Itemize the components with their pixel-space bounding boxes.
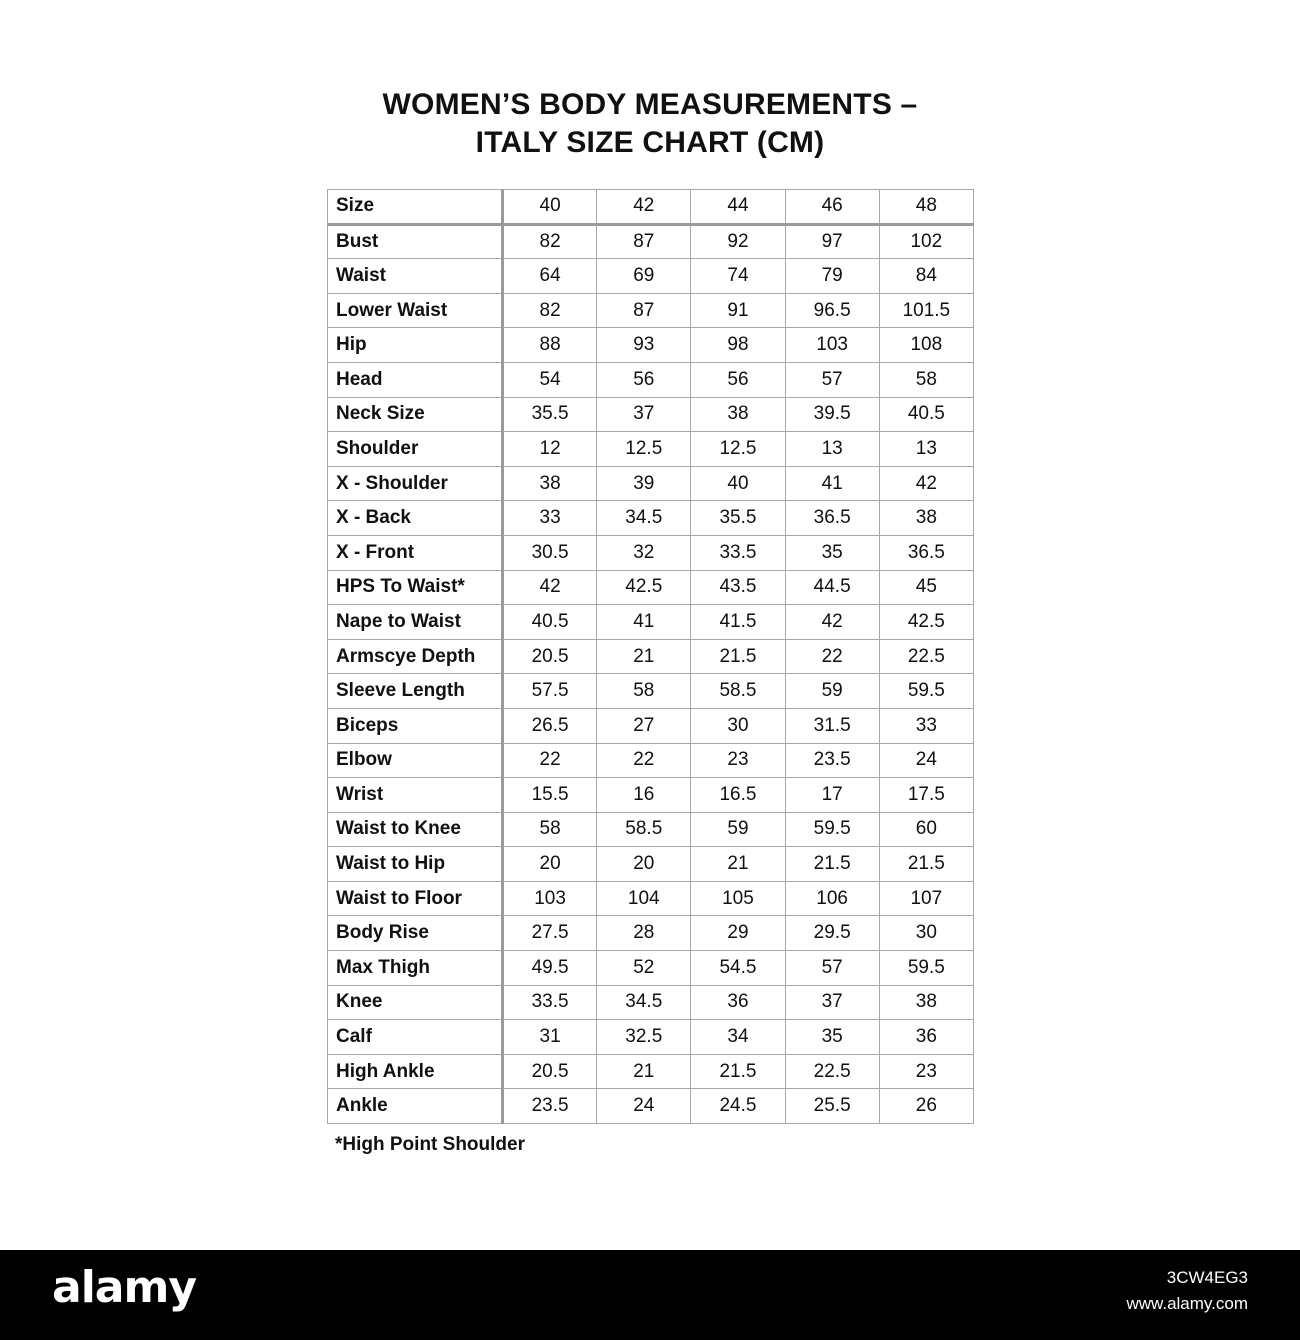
measurement-cell: 21.5 <box>879 847 973 882</box>
row-label: Lower Waist <box>328 293 503 328</box>
measurement-cell: 54.5 <box>691 951 785 986</box>
measurement-cell: 101.5 <box>879 293 973 328</box>
measurement-cell: 24.5 <box>691 1089 785 1124</box>
table-row <box>328 743 974 778</box>
measurement-cell: 22 <box>503 743 597 778</box>
table-row <box>328 1089 974 1124</box>
row-label: Waist to Hip <box>328 847 503 882</box>
measurement-cell: 103 <box>503 881 597 916</box>
row-label: Neck Size <box>328 397 503 432</box>
measurement-cell: 38 <box>691 397 785 432</box>
size-header: 46 <box>785 190 879 225</box>
row-label: Shoulder <box>328 432 503 467</box>
measurement-cell: 97 <box>785 224 879 259</box>
size-header: 48 <box>879 190 973 225</box>
table-row <box>328 293 974 328</box>
table-row <box>328 501 974 536</box>
measurement-cell: 35.5 <box>691 501 785 536</box>
row-label: Elbow <box>328 743 503 778</box>
measurement-cell: 23 <box>691 743 785 778</box>
table-row <box>328 397 974 432</box>
measurement-cell: 36 <box>691 985 785 1020</box>
measurement-cell: 58.5 <box>691 674 785 709</box>
measurement-cell: 21.5 <box>691 1054 785 1089</box>
measurement-cell: 45 <box>879 570 973 605</box>
header-label: Size <box>328 190 503 225</box>
measurement-cell: 12.5 <box>597 432 691 467</box>
measurement-cell: 44.5 <box>785 570 879 605</box>
measurement-cell: 43.5 <box>691 570 785 605</box>
measurement-cell: 37 <box>597 397 691 432</box>
measurement-cell: 30 <box>691 708 785 743</box>
measurement-cell: 82 <box>503 224 597 259</box>
measurement-cell: 96.5 <box>785 293 879 328</box>
measurement-cell: 40 <box>691 466 785 501</box>
measurement-cell: 42 <box>879 466 973 501</box>
measurement-cell: 23.5 <box>503 1089 597 1124</box>
measurement-cell: 21 <box>691 847 785 882</box>
measurement-cell: 35.5 <box>503 397 597 432</box>
measurement-cell: 30.5 <box>503 535 597 570</box>
measurement-cell: 104 <box>597 881 691 916</box>
measurement-cell: 57 <box>785 362 879 397</box>
row-label: Head <box>328 362 503 397</box>
table-row <box>328 1054 974 1089</box>
measurement-cell: 105 <box>691 881 785 916</box>
measurement-cell: 24 <box>879 743 973 778</box>
table-row <box>328 881 974 916</box>
measurement-cell: 16 <box>597 778 691 813</box>
measurement-cell: 59 <box>691 812 785 847</box>
measurement-cell: 49.5 <box>503 951 597 986</box>
table-row <box>328 432 974 467</box>
measurement-cell: 60 <box>879 812 973 847</box>
table-row <box>328 259 974 294</box>
measurement-cell: 42 <box>503 570 597 605</box>
measurement-cell: 74 <box>691 259 785 294</box>
measurement-cell: 13 <box>785 432 879 467</box>
row-label: Waist <box>328 259 503 294</box>
measurement-cell: 32 <box>597 535 691 570</box>
measurement-cell: 35 <box>785 535 879 570</box>
table-row <box>328 535 974 570</box>
measurement-cell: 21.5 <box>691 639 785 674</box>
measurement-cell: 12.5 <box>691 432 785 467</box>
image-id: 3CW4EG3 <box>1166 1268 1248 1287</box>
measurement-cell: 103 <box>785 328 879 363</box>
row-label: Wrist <box>328 778 503 813</box>
measurement-cell: 26 <box>879 1089 973 1124</box>
row-label: X - Shoulder <box>328 466 503 501</box>
measurement-cell: 34.5 <box>597 501 691 536</box>
table-row <box>328 466 974 501</box>
row-label: Knee <box>328 985 503 1020</box>
measurement-cell: 79 <box>785 259 879 294</box>
row-label: X - Front <box>328 535 503 570</box>
table-row <box>328 916 974 951</box>
measurement-cell: 41.5 <box>691 605 785 640</box>
measurement-cell: 36 <box>879 1020 973 1055</box>
measurement-cell: 108 <box>879 328 973 363</box>
measurement-cell: 38 <box>879 501 973 536</box>
row-label: HPS To Waist* <box>328 570 503 605</box>
measurement-cell: 59.5 <box>785 812 879 847</box>
measurement-cell: 42.5 <box>879 605 973 640</box>
row-label: Body Rise <box>328 916 503 951</box>
measurement-cell: 22.5 <box>785 1054 879 1089</box>
measurement-cell: 33 <box>879 708 973 743</box>
table-row <box>328 674 974 709</box>
measurement-cell: 38 <box>503 466 597 501</box>
measurement-cell: 39.5 <box>785 397 879 432</box>
row-label: Armscye Depth <box>328 639 503 674</box>
measurement-cell: 106 <box>785 881 879 916</box>
measurement-cell: 59.5 <box>879 674 973 709</box>
row-label: Sleeve Length <box>328 674 503 709</box>
row-label: Waist to Floor <box>328 881 503 916</box>
measurement-cell: 59 <box>785 674 879 709</box>
measurement-cell: 24 <box>597 1089 691 1124</box>
chart-body <box>328 224 974 1123</box>
measurement-cell: 102 <box>879 224 973 259</box>
measurement-cell: 54 <box>503 362 597 397</box>
measurement-cell: 17.5 <box>879 778 973 813</box>
measurement-cell: 20.5 <box>503 639 597 674</box>
row-label: Waist to Knee <box>328 812 503 847</box>
measurement-cell: 58 <box>597 674 691 709</box>
row-label: Bust <box>328 224 503 259</box>
measurement-cell: 58.5 <box>597 812 691 847</box>
measurement-cell: 40.5 <box>879 397 973 432</box>
measurement-cell: 87 <box>597 224 691 259</box>
table-row <box>328 1020 974 1055</box>
measurement-cell: 107 <box>879 881 973 916</box>
header-row <box>328 190 974 225</box>
row-label: High Ankle <box>328 1054 503 1089</box>
measurement-cell: 23.5 <box>785 743 879 778</box>
measurement-cell: 33.5 <box>503 985 597 1020</box>
measurement-cell: 21.5 <box>785 847 879 882</box>
measurement-cell: 42 <box>785 605 879 640</box>
measurement-cell: 56 <box>691 362 785 397</box>
measurement-cell: 57 <box>785 951 879 986</box>
measurement-cell: 36.5 <box>879 535 973 570</box>
measurement-cell: 38 <box>879 985 973 1020</box>
table-row <box>328 605 974 640</box>
chart-title-line-1: WOMEN’S BODY MEASUREMENTS – <box>382 88 918 121</box>
measurement-cell: 29.5 <box>785 916 879 951</box>
measurement-cell: 41 <box>785 466 879 501</box>
row-label: Hip <box>328 328 503 363</box>
measurement-cell: 20.5 <box>503 1054 597 1089</box>
measurement-cell: 82 <box>503 293 597 328</box>
measurement-cell: 58 <box>879 362 973 397</box>
measurement-cell: 52 <box>597 951 691 986</box>
row-label: Ankle <box>328 1089 503 1124</box>
measurement-cell: 20 <box>597 847 691 882</box>
size-header: 44 <box>691 190 785 225</box>
measurement-cell: 87 <box>597 293 691 328</box>
row-label: Calf <box>328 1020 503 1055</box>
measurement-cell: 39 <box>597 466 691 501</box>
footnote: *High Point Shoulder <box>335 1134 525 1155</box>
measurement-cell: 16.5 <box>691 778 785 813</box>
measurement-cell: 64 <box>503 259 597 294</box>
measurement-cell: 13 <box>879 432 973 467</box>
measurement-cell: 92 <box>691 224 785 259</box>
table-row <box>328 847 974 882</box>
table-row <box>328 778 974 813</box>
measurement-cell: 31.5 <box>785 708 879 743</box>
row-label: Max Thigh <box>328 951 503 986</box>
measurement-cell: 57.5 <box>503 674 597 709</box>
measurement-cell: 21 <box>597 639 691 674</box>
measurement-cell: 22 <box>785 639 879 674</box>
measurement-cell: 56 <box>597 362 691 397</box>
measurement-cell: 26.5 <box>503 708 597 743</box>
measurement-cell: 30 <box>879 916 973 951</box>
size-header: 42 <box>597 190 691 225</box>
measurement-cell: 84 <box>879 259 973 294</box>
table-row <box>328 639 974 674</box>
measurement-cell: 22 <box>597 743 691 778</box>
table-row <box>328 812 974 847</box>
row-label: X - Back <box>328 501 503 536</box>
measurement-cell: 31 <box>503 1020 597 1055</box>
measurement-cell: 37 <box>785 985 879 1020</box>
measurement-cell: 33.5 <box>691 535 785 570</box>
measurement-cell: 25.5 <box>785 1089 879 1124</box>
measurement-cell: 88 <box>503 328 597 363</box>
measurement-cell: 40.5 <box>503 605 597 640</box>
table-row <box>328 708 974 743</box>
measurement-cell: 93 <box>597 328 691 363</box>
measurement-cell: 28 <box>597 916 691 951</box>
measurement-cell: 33 <box>503 501 597 536</box>
measurement-cell: 22.5 <box>879 639 973 674</box>
chart-title <box>0 86 1300 162</box>
brand-logo: alamy <box>52 1262 196 1313</box>
measurement-cell: 21 <box>597 1054 691 1089</box>
measurement-cell: 17 <box>785 778 879 813</box>
measurement-cell: 36.5 <box>785 501 879 536</box>
table-row <box>328 951 974 986</box>
measurement-cell: 41 <box>597 605 691 640</box>
table-row <box>328 224 974 259</box>
measurement-cell: 20 <box>503 847 597 882</box>
table-row <box>328 570 974 605</box>
size-header: 40 <box>503 190 597 225</box>
measurement-cell: 23 <box>879 1054 973 1089</box>
measurement-cell: 15.5 <box>503 778 597 813</box>
measurement-cell: 98 <box>691 328 785 363</box>
measurement-cell: 34 <box>691 1020 785 1055</box>
row-label: Biceps <box>328 708 503 743</box>
measurement-cell: 32.5 <box>597 1020 691 1055</box>
row-label: Nape to Waist <box>328 605 503 640</box>
table-row <box>328 985 974 1020</box>
measurement-cell: 27.5 <box>503 916 597 951</box>
measurement-cell: 12 <box>503 432 597 467</box>
table-row <box>328 362 974 397</box>
table-row <box>328 328 974 363</box>
size-chart-table <box>327 189 974 1124</box>
watermark-banner <box>0 1250 1300 1340</box>
measurement-cell: 42.5 <box>597 570 691 605</box>
measurement-cell: 35 <box>785 1020 879 1055</box>
measurement-cell: 58 <box>503 812 597 847</box>
chart-title-line-2: ITALY SIZE CHART (CM) <box>475 126 825 159</box>
measurement-cell: 91 <box>691 293 785 328</box>
site-url: www.alamy.com <box>1126 1294 1248 1313</box>
measurement-cell: 69 <box>597 259 691 294</box>
measurement-cell: 34.5 <box>597 985 691 1020</box>
measurement-cell: 29 <box>691 916 785 951</box>
measurement-cell: 27 <box>597 708 691 743</box>
measurement-cell: 59.5 <box>879 951 973 986</box>
